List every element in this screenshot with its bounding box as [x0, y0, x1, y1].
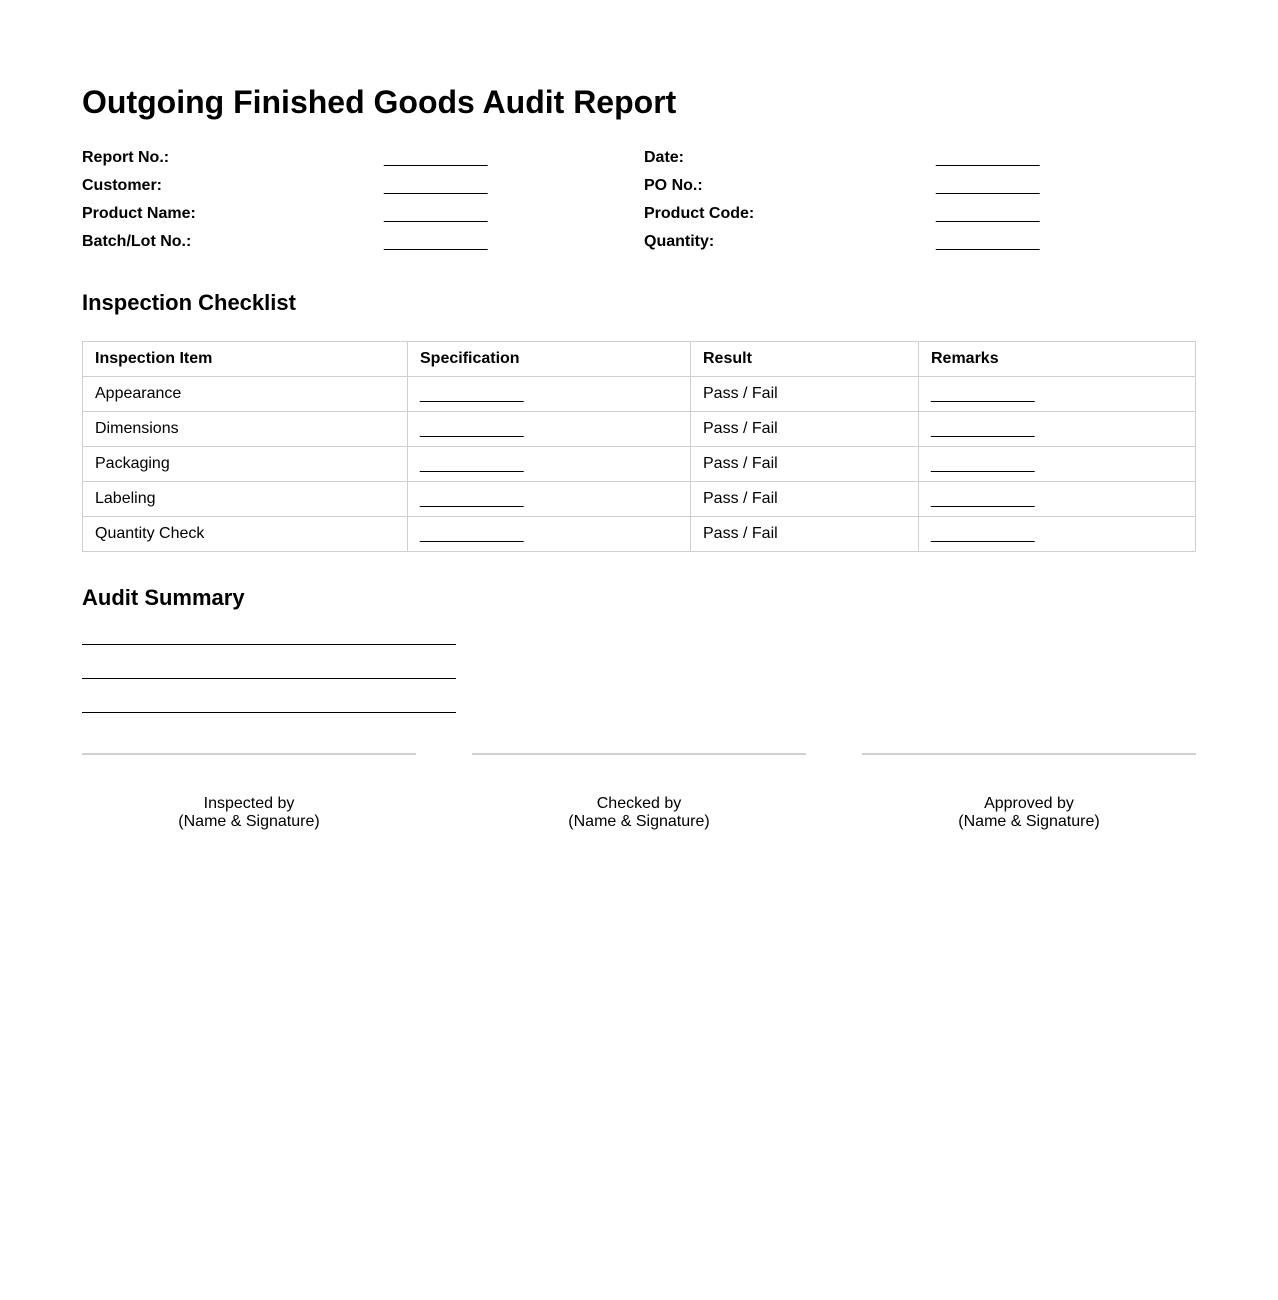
- signature-block-approved: [862, 753, 1196, 831]
- po-no-field[interactable]: ____________: [936, 178, 1040, 195]
- signature-line[interactable]: [472, 753, 806, 755]
- result-cell[interactable]: Pass / Fail: [691, 377, 919, 412]
- specification-cell[interactable]: [408, 412, 691, 447]
- signature-note: (Name & Signature): [178, 813, 320, 830]
- specification-cell[interactable]: [408, 377, 691, 412]
- specification-blank[interactable]: ____________: [420, 491, 524, 508]
- report-no-label: Report No.:: [82, 149, 170, 166]
- specification-cell[interactable]: [408, 482, 691, 517]
- quantity-field[interactable]: ____________: [936, 234, 1040, 251]
- column-header-inspection-item: Inspection Item: [83, 342, 408, 377]
- result-cell[interactable]: Pass / Fail: [691, 412, 919, 447]
- signature-note: (Name & Signature): [958, 813, 1100, 830]
- date-field[interactable]: ____________: [936, 150, 1040, 167]
- product-code-field[interactable]: ____________: [936, 206, 1040, 223]
- audit-summary-heading: Audit Summary: [82, 585, 245, 610]
- table-header-row: [83, 342, 1196, 377]
- batch-lot-no-field[interactable]: ____________: [384, 234, 488, 251]
- customer-label: Customer:: [82, 177, 163, 194]
- table-row: [83, 517, 1196, 552]
- batch-lot-no-label: Batch/Lot No.:: [82, 233, 192, 250]
- inspection-item-cell: Dimensions: [83, 412, 408, 447]
- product-name-label: Product Name:: [82, 205, 196, 222]
- signature-role: Checked by: [596, 795, 682, 812]
- signature-section: [82, 753, 1196, 831]
- signature-block-checked: [472, 753, 806, 831]
- column-header-result: Result: [691, 342, 919, 377]
- audit-summary-lines[interactable]: [82, 628, 456, 730]
- inspection-item-cell: Labeling: [83, 482, 408, 517]
- remarks-cell[interactable]: [919, 412, 1196, 447]
- remarks-blank[interactable]: ____________: [931, 456, 1035, 473]
- report-no-field[interactable]: ____________: [384, 150, 488, 167]
- inspection-item-cell: Quantity Check: [83, 517, 408, 552]
- specification-blank[interactable]: ____________: [420, 386, 524, 403]
- document-title: Outgoing Finished Goods Audit Report: [82, 84, 677, 120]
- table-row: [83, 377, 1196, 412]
- po-no-label: PO No.:: [644, 177, 703, 194]
- remarks-cell[interactable]: [919, 482, 1196, 517]
- signature-role: Approved by: [984, 795, 1074, 812]
- signature-role: Inspected by: [203, 795, 295, 812]
- info-row: [82, 146, 1196, 174]
- signature-line[interactable]: [862, 753, 1196, 755]
- product-code-label: Product Code:: [644, 205, 755, 222]
- remarks-cell[interactable]: [919, 517, 1196, 552]
- inspection-item-cell: Appearance: [83, 377, 408, 412]
- date-label: Date:: [644, 149, 685, 166]
- remarks-cell[interactable]: [919, 377, 1196, 412]
- specification-cell[interactable]: [408, 517, 691, 552]
- info-row: [82, 174, 1196, 202]
- summary-line[interactable]: [82, 696, 456, 713]
- inspection-checklist-heading: Inspection Checklist: [82, 290, 296, 315]
- table-row: [83, 482, 1196, 517]
- result-cell[interactable]: Pass / Fail: [691, 447, 919, 482]
- remarks-blank[interactable]: ____________: [931, 386, 1035, 403]
- summary-line[interactable]: [82, 662, 456, 679]
- column-header-specification: Specification: [408, 342, 691, 377]
- signature-note: (Name & Signature): [568, 813, 710, 830]
- info-row: [82, 202, 1196, 230]
- remarks-cell[interactable]: [919, 447, 1196, 482]
- specification-blank[interactable]: ____________: [420, 421, 524, 438]
- result-cell[interactable]: Pass / Fail: [691, 517, 919, 552]
- signature-block-inspected: [82, 753, 416, 831]
- specification-blank[interactable]: ____________: [420, 526, 524, 543]
- result-cell[interactable]: Pass / Fail: [691, 482, 919, 517]
- remarks-blank[interactable]: ____________: [931, 526, 1035, 543]
- product-name-field[interactable]: ____________: [384, 206, 488, 223]
- summary-line[interactable]: [82, 628, 456, 645]
- column-header-remarks: Remarks: [919, 342, 1196, 377]
- table-row: [83, 412, 1196, 447]
- inspection-item-cell: Packaging: [83, 447, 408, 482]
- signature-line[interactable]: [82, 753, 416, 755]
- info-row: [82, 230, 1196, 258]
- inspection-checklist-table: [82, 341, 1196, 552]
- remarks-blank[interactable]: ____________: [931, 421, 1035, 438]
- table-row: [83, 447, 1196, 482]
- specification-cell[interactable]: [408, 447, 691, 482]
- quantity-label: Quantity:: [644, 233, 715, 250]
- remarks-blank[interactable]: ____________: [931, 491, 1035, 508]
- report-info-fields: [82, 146, 1196, 258]
- customer-field[interactable]: ____________: [384, 178, 488, 195]
- specification-blank[interactable]: ____________: [420, 456, 524, 473]
